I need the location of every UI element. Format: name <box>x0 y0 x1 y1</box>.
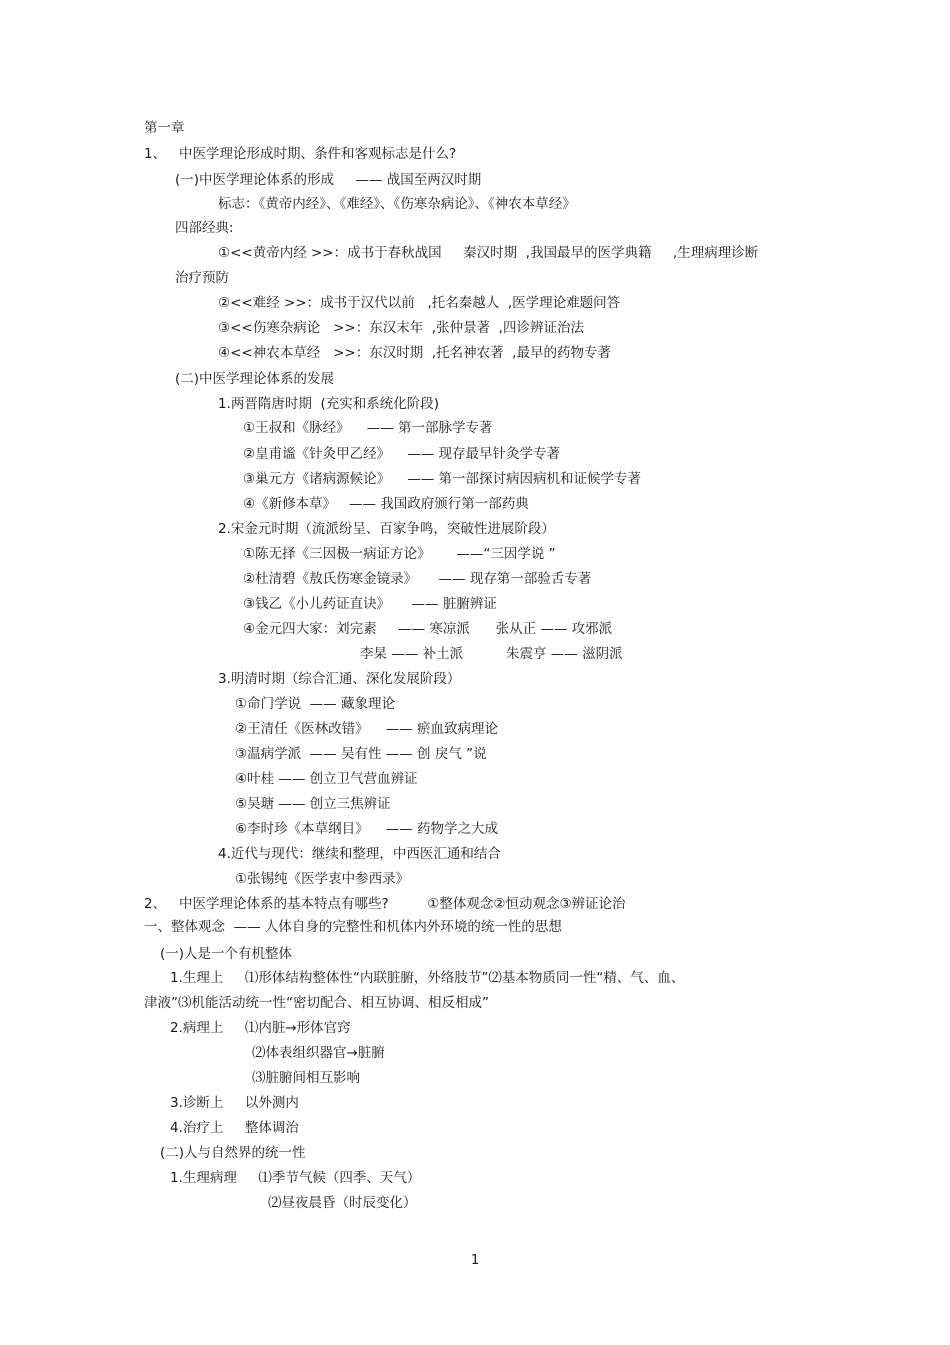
text-line: 治疗预防 <box>175 270 229 286</box>
text-line: ①<<黄帝内经 >>：成书于春秋战国 秦汉时期 ,我国最早的医学典籍 ,生理病理诊断 <box>218 245 759 261</box>
question-2-heading: 2、 中医学理论体系的基本特点有哪些? ①整体观念②恒动观念③辨证论治 <box>144 896 626 912</box>
chapter-heading: 第一章 <box>144 120 185 136</box>
text-line: ①张锡纯《医学衷中参西录》 <box>235 871 410 887</box>
text-line: 李杲 —— 补土派 朱震亨 —— 滋阴派 <box>360 646 623 662</box>
section-heading: (一)中医学理论体系的形成 —— 战国至两汉时期 <box>175 172 482 188</box>
text-line: ⑵体表组织器官→脏腑 <box>252 1045 385 1061</box>
text-line: ③温病学派 —— 吴有性 —— 创 戾气 ”说 <box>235 746 487 762</box>
text-line: ⑤吴瑭 —— 创立三焦辨证 <box>235 796 391 812</box>
text-line: 3.诊断上 以外测内 <box>170 1095 299 1111</box>
section-heading: (二)人与自然界的统一性 <box>160 1145 306 1161</box>
text-line: 1.两晋隋唐时期 (充实和系统化阶段) <box>218 396 439 412</box>
text-line: ⑵昼夜晨昏（时辰变化） <box>268 1195 417 1211</box>
text-line: ④金元四大家：刘完素 —— 寒凉派 张从正 —— 攻邪派 <box>243 621 613 637</box>
text-line: ①陈无择《三因极一病证方论》 ——“三因学说 ” <box>243 546 556 562</box>
text-line: 3.明清时期（综合汇通、深化发展阶段） <box>218 671 461 687</box>
text-line: 1.生理上 ⑴形体结构整体性“内联脏腑，外络肢节”⑵基本物质同一性“精、气、血、 <box>170 970 685 986</box>
text-line: ②<<难经 >>：成书于汉代以前 ,托名秦越人 ,医学理论难题问答 <box>218 295 621 311</box>
section-heading: (二)中医学理论体系的发展 <box>175 371 335 387</box>
text-line: 4.治疗上 整体调治 <box>170 1120 299 1136</box>
text-line: ④叶桂 —— 创立卫气营血辨证 <box>235 771 418 787</box>
text-line: 津液”⑶机能活动统一性“密切配合、相互协调、相反相成” <box>144 995 489 1011</box>
section-heading: 一、整体观念 —— 人体自身的完整性和机体内外环境的统一性的思想 <box>144 919 562 935</box>
text-line: 2.病理上 ⑴内脏→形体官窍 <box>170 1020 351 1036</box>
text-line: ⑶脏腑间相互影响 <box>252 1070 360 1086</box>
section-heading: (一)人是一个有机整体 <box>160 946 293 962</box>
text-line: 标志：《黄帝内经》、《难经》、《伤寒杂病论》、《神农本草经》 <box>218 196 576 212</box>
text-line: ④《新修本草》 —— 我国政府颁行第一部药典 <box>243 496 529 512</box>
text-line: ③<<伤寒杂病论 >>：东汉末年 ,张仲景著 ,四诊辨证治法 <box>218 320 584 336</box>
text-line: 4.近代与现代：继续和整理，中西医汇通和结合 <box>218 846 501 862</box>
text-line: ①王叔和《脉经》 —— 第一部脉学专著 <box>243 420 493 436</box>
text-line: ③巢元方《诸病源候论》 —— 第一部探讨病因病机和证候学专著 <box>243 471 642 487</box>
text-line: ②王清任《医林改错》 —— 瘀血致病理论 <box>235 721 499 737</box>
text-line: 1.生理病理 ⑴季节气候（四季、天气） <box>170 1170 421 1186</box>
text-line: 2.宋金元时期（流派纷呈、百家争鸣，突破性进展阶段） <box>218 521 555 537</box>
text-line: ⑥李时珍《本草纲目》 —— 药物学之大成 <box>235 821 499 837</box>
page-number: 1 <box>471 1253 480 1268</box>
text-line: ④<<神农本草经 >>：东汉时期 ,托名神农著 ,最早的药物专著 <box>218 345 611 361</box>
text-line: 四部经典: <box>175 220 234 236</box>
text-line: ③钱乙《小儿药证直诀》 —— 脏腑辨证 <box>243 596 497 612</box>
question-1-heading: 1、 中医学理论形成时期、条件和客观标志是什么? <box>144 146 457 162</box>
text-line: ②皇甫谧《针灸甲乙经》 —— 现存最早针灸学专著 <box>243 446 561 462</box>
text-line: ①命门学说 —— 藏象理论 <box>235 696 395 712</box>
text-line: ②杜清碧《敖氏伤寒金镜录》 —— 现存第一部验舌专著 <box>243 571 592 587</box>
